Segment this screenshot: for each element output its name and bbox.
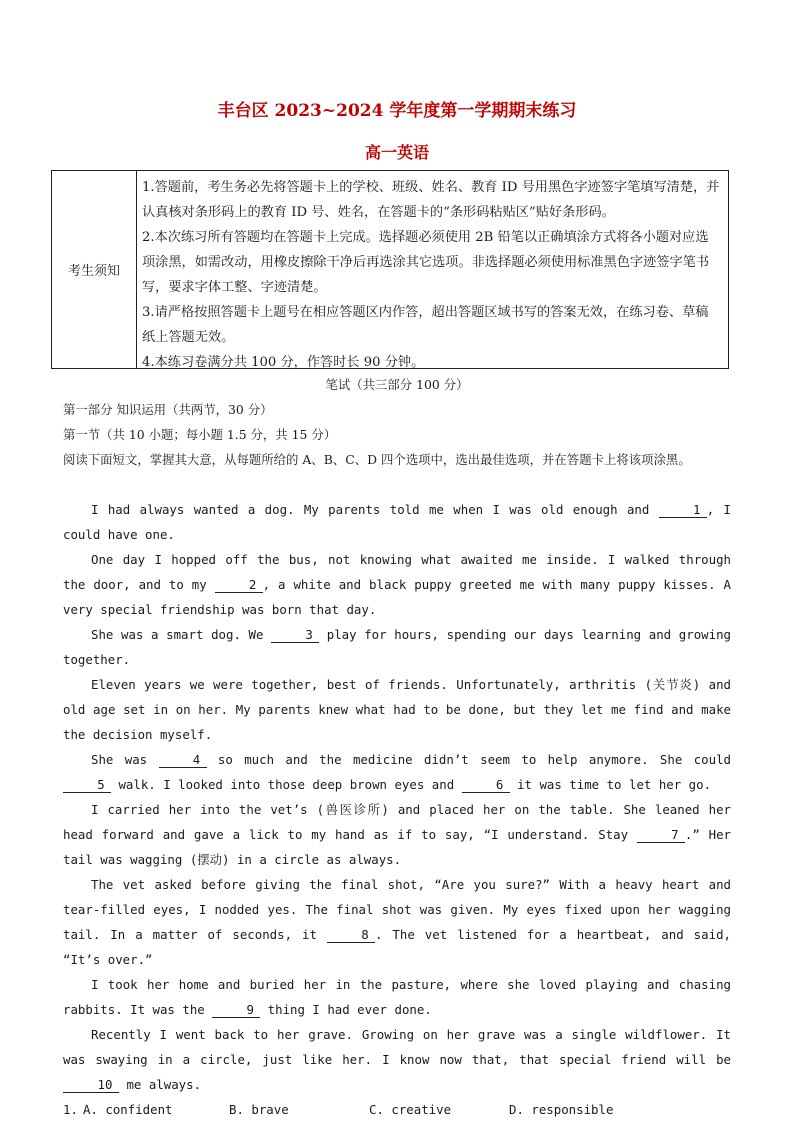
passage-text: Recently I went back to her grave. Growing on her grave was a single wildflower. It was swaying in a circle, just like her. I know now that, that special friend will be bbox=[63, 1027, 731, 1067]
passage-text: .” Her tail was wagging (摆动) in a circle as always. bbox=[63, 827, 731, 867]
passage-text: , a white and black puppy greeted me with many puppy kisses. A very special friendship was born that day. bbox=[63, 577, 731, 617]
paragraph bbox=[63, 547, 731, 622]
blank-3: 3 bbox=[271, 628, 319, 643]
paragraph bbox=[63, 622, 731, 672]
passage-text: so much and the medicine didn’t seem to help anymore. She could bbox=[206, 752, 731, 767]
option-d: D. responsible bbox=[509, 1102, 614, 1117]
question-1-options bbox=[63, 1097, 731, 1122]
exam-title: 丰台区 2023~2024 学年度第一学期期末练习 bbox=[217, 101, 577, 121]
notice-table bbox=[51, 170, 729, 369]
passage-text: She was a smart dog. We bbox=[91, 627, 272, 642]
subsection-heading: 第一节（共 10 小题；每小题 1.5 分，共 15 分） bbox=[63, 427, 337, 442]
section-header: 笔试（共三部分 100 分） bbox=[325, 377, 469, 392]
passage-text: walk. I looked into those deep brown eyes and bbox=[111, 777, 462, 792]
notice-label: 考生须知 bbox=[52, 171, 137, 368]
notice-item: 1.答题前，考生务必先将答题卡上的学校、班级、姓名、教育 ID 号用黑色字迹签字笔填写清楚，并认真核对条形码上的教育 ID 号、姓名，在答题卡的“条形码粘贴区”贴好条形码。 bbox=[142, 180, 720, 220]
blank-2: 2 bbox=[215, 578, 263, 593]
passage-text: I took her home and buried her in the pasture, where she loved playing and chasing rabbits. It was the bbox=[63, 977, 731, 1017]
passage-text: . The vet listened for a heartbeat, and said, “It’s over.” bbox=[63, 927, 731, 967]
passage-text: , I could have one. bbox=[63, 502, 731, 542]
cloze-passage bbox=[63, 497, 731, 1122]
passage-text: play for hours, spending our days learning and growing together. bbox=[63, 627, 731, 667]
passage-text: me always. bbox=[119, 1077, 202, 1092]
blank-6: 6 bbox=[462, 778, 510, 793]
notice-item: 2.本次练习所有答题均在答题卡上完成。选择题必须使用 2B 铅笔以正确填涂方式将各小题对应选项涂黑，如需改动，用橡皮擦除干净后再选涂其它选项。非选择题必须使用标准黑色字迹签字笔书写，要求字体工整、字迹清楚。 bbox=[142, 230, 710, 295]
blank-9: 9 bbox=[212, 1003, 260, 1018]
blank-8: 8 bbox=[327, 928, 375, 943]
paragraph bbox=[63, 1022, 731, 1097]
paragraph: Eleven years we were together, best of friends. Unfortunately, arthritis (关节炎) and old age set in on her. My parents knew what had to be done, but they let me find and make the decision myself. bbox=[63, 677, 731, 742]
part-heading: 第一部分 知识运用（共两节，30 分） bbox=[63, 402, 273, 417]
option-c: C. creative bbox=[369, 1102, 452, 1117]
passage-text: thing I had ever done. bbox=[260, 1002, 432, 1017]
notice-item: 4.本练习卷满分共 100 分，作答时长 90 分钟。 bbox=[142, 355, 425, 370]
blank-7: 7 bbox=[637, 828, 685, 843]
exam-subtitle: 高一英语 bbox=[364, 143, 429, 162]
passage-text: I carried her into the vet’s (兽医诊所) and placed her on the table. She leaned her head forward and gave a lick to my hand as if to say, “I understand. Stay bbox=[63, 802, 732, 842]
option-b: B. brave bbox=[229, 1102, 289, 1117]
passage-text: She was bbox=[91, 752, 159, 767]
passage-text: One day I hopped off the bus, not knowing what awaited me inside. I walked through the door, and to my bbox=[63, 552, 731, 592]
paragraph bbox=[63, 797, 731, 872]
notice-body bbox=[137, 171, 728, 368]
question-number: 1. bbox=[63, 1102, 78, 1117]
blank-10: 10 bbox=[63, 1078, 119, 1093]
blank-5: 5 bbox=[63, 778, 111, 793]
passage-text: I had always wanted a dog. My parents told me when I was old enough and bbox=[91, 502, 659, 517]
section-intro bbox=[63, 372, 731, 472]
paragraph bbox=[63, 972, 731, 1022]
option-a: A. confident bbox=[83, 1102, 173, 1117]
passage-text: it was time to let her go. bbox=[509, 777, 712, 792]
paragraph bbox=[63, 497, 731, 547]
passage-text: The vet asked before giving the final shot, “Are you sure?” With a heavy heart and tear-filled eyes, I nodded yes. The final shot was given. My eyes fixed upon her wagging tail. In a matter of seconds, it bbox=[63, 877, 731, 942]
paragraph bbox=[63, 872, 731, 972]
notice-item: 3.请严格按照答题卡上题号在相应答题区内作答，超出答题区域书写的答案无效，在练习卷、草稿纸上答题无效。 bbox=[142, 305, 709, 345]
blank-1: 1 bbox=[659, 503, 707, 518]
blank-4: 4 bbox=[159, 753, 207, 768]
instructions: 阅读下面短文，掌握其大意，从每题所给的 A、B、C、D 四个选项中，选出最佳选项，并在答题卡上将该项涂黑。 bbox=[63, 452, 691, 467]
paragraph bbox=[63, 747, 731, 797]
